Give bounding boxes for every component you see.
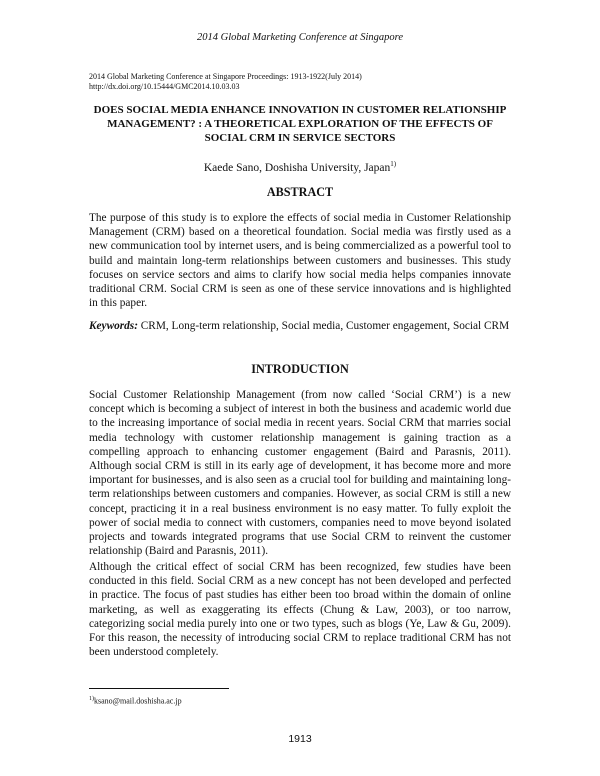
introduction-heading: INTRODUCTION	[251, 362, 349, 376]
footnote-email: ksano@mail.doshisha.ac.jp	[94, 696, 182, 706]
doi-link[interactable]: http://dx.doi.org/10.15444/GMC2014.10.03.03	[89, 82, 240, 91]
abstract-text: The purpose of this study is to explore the effects of social media in Customer Relationship Management (CRM) based on a theoretical foundation. Social media was firstly used as a new communication tool by internet users, and is being commercialized as a powerful tool to build and maintain long-term relationships between customers and businesses. This study focuses on service sectors and aims to clarify how social media helps companies innovate traditional CRM. Social CRM is seen as one of these service innovations and is highlighted in this paper.	[89, 212, 511, 310]
keywords	[89, 319, 511, 333]
running-header: 2014 Global Marketing Conference at Singapore	[197, 32, 403, 43]
footnote	[89, 696, 182, 706]
author-line	[0, 160, 600, 174]
author-footnote-marker: 1)	[390, 160, 397, 168]
proceedings-info	[89, 72, 362, 92]
keywords-label: Keywords:	[89, 320, 138, 332]
footnote-divider	[89, 688, 229, 689]
author-name: Kaede Sano, Doshisha University, Japan	[203, 161, 391, 174]
keywords-text: CRM, Long-term relationship, Social media, Customer engagement, Social CRM	[137, 320, 510, 332]
footnote-marker: 1)	[89, 696, 94, 702]
proceedings-citation: 2014 Global Marketing Conference at Singapore Proceedings: 1913-1922(July 2014)	[89, 72, 362, 81]
paper-title: DOES SOCIAL MEDIA ENHANCE INNOVATION IN CUSTOMER RELATIONSHIP MANAGEMENT? : A THEORETICAL EXPLORATION OF THE EFFECTS OF SOCIAL CRM IN SERVICE SECTORS	[93, 104, 507, 144]
page-number: 1913	[288, 733, 312, 745]
introduction-paragraph-1: Social Customer Relationship Management (from now called ‘Social CRM’) is a new concept which is becoming a subject of interest in both the business and academic world due to the increasing importance of social media in recent years. Social CRM that marries social media technology with customer relationship management is gaining traction as a compelling approach to enhancing customer engagement (Baird and Parasnis, 2011). Although social CRM is still in its early age of development, it has become more and more important for businesses, and is also seen as a crucial tool for building and maintaining long-term relationships between customers and companies. However, as social CRM is still a new concept, practicing it in a real business environment is no easy matter. To fully exploit the power of social media to connect with customers, companies need to move beyond isolated projects and towards integrated programs that use Social CRM to reinvent the customer relationship (Baird and Parasnis, 2011).	[89, 389, 511, 558]
abstract-heading: ABSTRACT	[266, 185, 334, 199]
introduction-paragraph-2: Although the critical effect of social CRM has been recognized, few studies have been conducted in this field. Social CRM as a new concept has not been developed and perfected in practice. The focus of past studies has either been too broad within the domain of online marketing, as well as exaggerating its effects (Chung & Law, 2003), or too narrow, categorizing social media purely into one or two types, such as blogs (Ye, Law & Gu, 2009). For this reason, the necessity of introducing social CRM to replace traditional CRM has not been understood completely.	[89, 561, 511, 659]
